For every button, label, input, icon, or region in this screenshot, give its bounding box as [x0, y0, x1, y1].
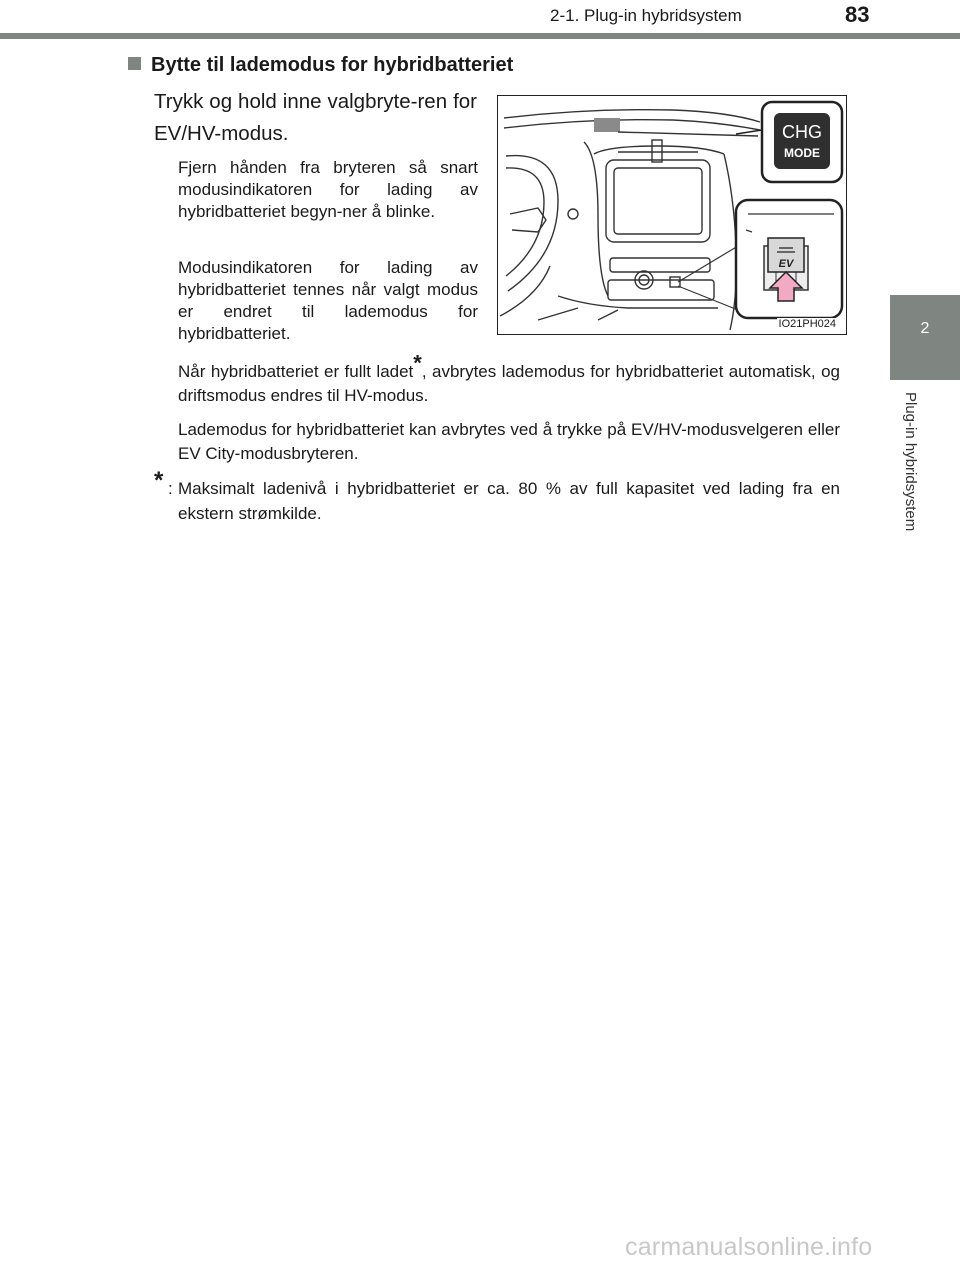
chapter-tab-number: 2 — [920, 320, 930, 337]
lead-instruction: Trykk og hold inne valgbryte-ren for EV/HV-modus. — [154, 90, 477, 145]
chapter-tab — [890, 295, 960, 380]
full-charge-text-after: , avbrytes lademodus for hybridbatteriet automatisk, og driftsmodus endres til HV-modus. — [178, 362, 840, 405]
header-rule — [0, 33, 960, 39]
mode-label: MODE — [784, 146, 820, 160]
dashboard-illustration — [498, 96, 847, 335]
ev-button-callout — [736, 200, 842, 318]
ev-button-label: EV — [778, 258, 794, 270]
footnote — [154, 468, 840, 526]
heading-square-icon — [128, 57, 141, 70]
footnote-reference: * — [413, 350, 422, 376]
full-charge-text-before: Når hybridbatteriet er fullt ladet — [178, 362, 414, 381]
footnote-colon: : — [168, 479, 173, 498]
steering-wheel-outline — [506, 156, 558, 291]
dashboard-figure — [497, 95, 847, 335]
chg-label: CHG — [782, 122, 822, 142]
page-header-section: 2-1. Plug-in hybridsystem — [550, 6, 742, 25]
paragraph-indicator-on: Modusindikatoren for lading av hybridbatteriet tennes når valgt modus er endret til lademodus for hybridbatteriet. — [178, 258, 478, 343]
paragraph-cancel: Lademodus for hybridbatteriet kan avbrytes ved å trykke på EV/HV-modusvelgeren eller EV City-modusbryteren. — [178, 420, 840, 463]
center-display — [606, 160, 710, 242]
figure-code: IO21PH024 — [778, 318, 836, 330]
chapter-tab-label: Plug-in hybridsystem — [902, 392, 919, 532]
chg-mode-indicator-callout — [736, 102, 842, 182]
page-number: 83 — [845, 2, 870, 27]
footnote-mark: * — [154, 467, 164, 494]
paragraph-release-hand: Fjern hånden fra bryteren så snart modusindikatoren for lading av hybridbatteriet begyn-ner å blinke. — [178, 158, 478, 221]
paragraph-full-charge — [178, 350, 840, 408]
section-heading-text: Bytte til lademodus for hybridbatteriet — [151, 54, 514, 76]
footnote-text: Maksimalt ladenivå i hybridbatteriet er ca. 80 % av full kapasitet ved lading fra en ekstern strømkilde. — [178, 479, 840, 523]
watermark: carmanualsonline.info — [625, 1233, 873, 1261]
section-heading — [128, 54, 513, 77]
